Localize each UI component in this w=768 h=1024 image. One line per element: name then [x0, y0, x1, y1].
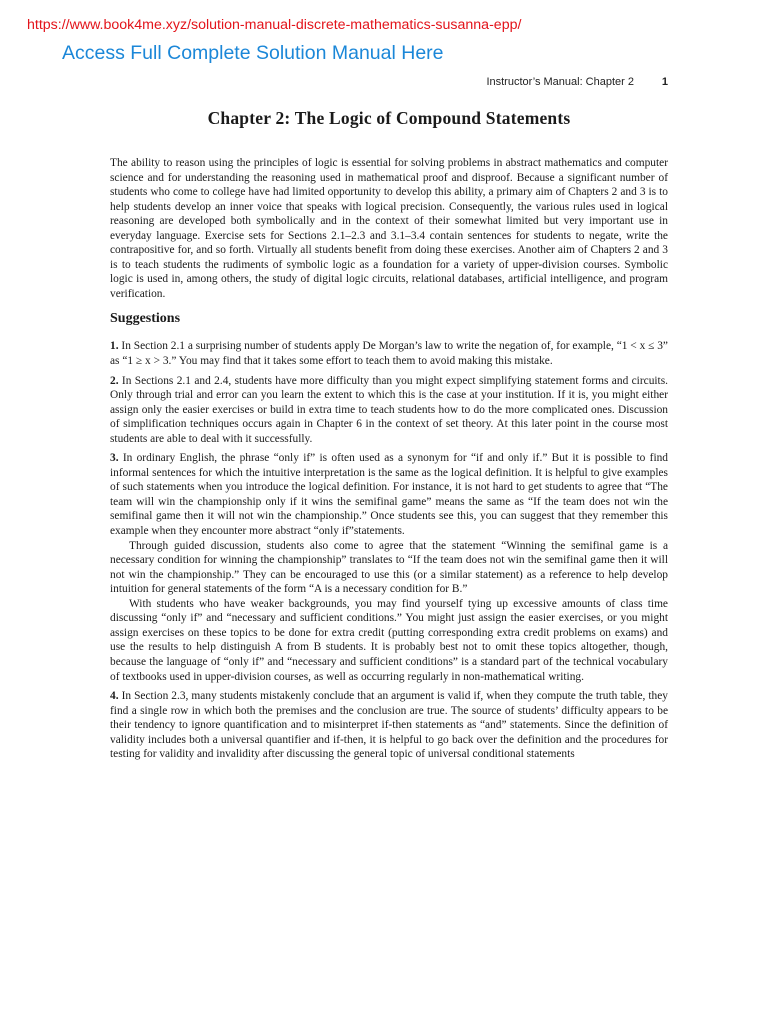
item-text: In Section 2.3, many students mistakenly conclude that an argument is valid if, when they compute the truth table, they find a single row in which both the premises and the conclusion are true. The source of students’ difficulty appears to be their tendency to ignore quantification and to misinterpret if-then statements as “and” statements. Since the definition of validity includes both a universal quantifier and if-then, it is helpful to go back over the definition and the procedures for testing for validity and invalidity after discussing the general topic of universal conditional statements — [110, 690, 668, 761]
item-number: 1. — [110, 340, 119, 353]
item-text: In ordinary English, the phrase “only if” is often used as a synonym for “if and only if.” But it is possible to find informal sentences for which the intuitive interpretation is the same as the logical definition. It is helpful to give examples of such statements when you introduce the logical definition. For instance, it is not hard to get students to agree that “The team will win the championship only if it wins the semifinal game” means the same as “If the team does not win the semifinal game then it will not win the championship.” Once students see this, you can suggest that they remember this example when they encounter more abstract “only if”statements. — [110, 452, 668, 538]
suggestions-heading: Suggestions — [110, 311, 181, 327]
intro-paragraph: The ability to reason using the principles of logic is essential for solving problems in abstract mathematics and computer science and for understanding the reasoning used in mathematical proof and disproof. Because a significant number of students who come to college have had limited opportunity to develop this ability, a primary aim of Chapters 2 and 3 is to help students develop an inner voice that speaks with logical precision. Consequently, the various rules used in logical reasoning are developed both symbolically and in the context of their somewhat limited but very important use in everyday language. Exercise sets for Sections 2.1–2.3 and 3.1–3.4 contain sentences for students to negate, write the contrapositive for, and so forth. Virtually all students benefit from doing these exercises. Another aim of Chapters 2 and 3 is to teach students the rudiments of symbolic logic as a foundation for a variety of upper-division courses. Symbolic logic is used in, among others, the study of digital logic circuits, relational databases, artificial intelligence, and program verification. — [110, 157, 668, 300]
suggestion-item-1 — [110, 339, 668, 368]
page-number: 1 — [661, 76, 668, 88]
suggestion-item-2 — [110, 374, 668, 447]
item-text: In Sections 2.1 and 2.4, students have more difficulty than you might expect simplifying statement forms and circuits. Only through trial and error can you learn the extent to which this is the case at your institution. If it is, you might either assign only the easier exercises or build in extra time to teach students how to do the more complicated ones. Discussion of simplification techniques occurs again in Chapter 6 in the context of set theory. At this later point in the course most students are able to deal with it successfully. — [110, 374, 668, 445]
access-solution-link[interactable]: Access Full Complete Solution Manual Here — [62, 42, 444, 64]
item-3-paragraph-2: Through guided discussion, students also come to agree that the statement “Winning the semifinal game is a necessary condition for winning the championship” translates to “If the team does not win the semifinal game then it will not win the championship.” They can be encouraged to use this (or a similar statement) as a reference to help develop intuition for general statements of the form “A is a necessary condition for B.” — [110, 539, 668, 596]
item-number: 4. — [110, 690, 119, 703]
document-body — [110, 156, 668, 767]
suggestion-item-4 — [110, 689, 668, 762]
item-number: 2. — [110, 374, 119, 387]
item-number: 3. — [110, 452, 119, 465]
suggestion-item-3 — [110, 451, 668, 684]
item-3-paragraph-3: With students who have weaker backgrounds, you may find yourself tying up excessive amounts of class time discussing “only if” and “necessary and sufficient conditions.” You might just assign the easier exercises, or you might assign exercises on these topics to be done for extra credit (putting corresponding extra credit problems on exams) and use the results to help distinguish A from B students. It is probably best not to omit these topics altogether, though, because the language of “only if” and “necessary and sufficient conditions” is a standard part of the technical vocabulary of textbooks used in upper-division courses, as well as occurring regularly in non-mathematical writing. — [110, 597, 668, 683]
chapter-title: Chapter 2: The Logic of Compound Statements — [207, 108, 571, 128]
source-url-text[interactable]: https://www.book4me.xyz/solution-manual-discrete-mathematics-susanna-epp/ — [27, 17, 522, 33]
running-header: Instructor’s Manual: Chapter 2 — [486, 76, 634, 88]
item-text: In Section 2.1 a surprising number of students apply De Morgan’s law to write the negation of, for example, “1 < x ≤ 3” as “1 ≥ x > 3.” You may find that it takes some effort to teach them to avoid making this mistake. — [110, 340, 668, 368]
